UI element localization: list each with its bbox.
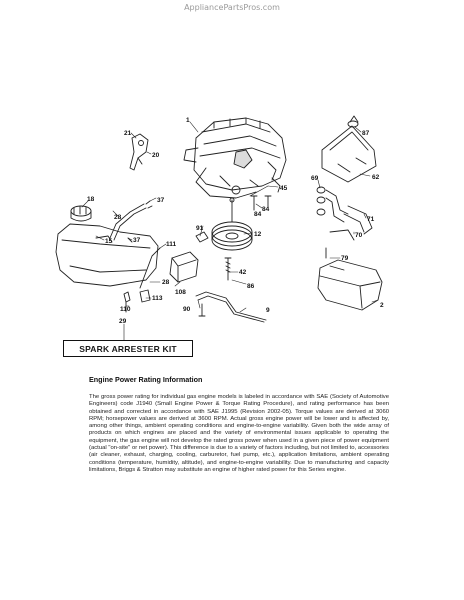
callout-62: 62 <box>372 174 380 181</box>
callout-37-upper: 37 <box>157 197 165 204</box>
callout-71: 71 <box>367 216 375 223</box>
callout-113: 113 <box>152 295 163 302</box>
callout-28-upper: 28 <box>114 214 122 221</box>
callout-28-lower: 28 <box>162 279 170 286</box>
callout-1: 1 <box>186 117 190 124</box>
muffler <box>318 248 382 310</box>
control-bracket <box>130 134 148 170</box>
callout-12: 12 <box>254 231 262 238</box>
fuel-tank <box>56 224 158 286</box>
callouts <box>87 117 384 325</box>
heat-shield <box>322 116 376 182</box>
callout-84-right: 84 <box>262 206 270 213</box>
spark-arrester-kit-label: SPARK ARRESTER KIT <box>63 340 193 357</box>
callout-2: 2 <box>380 302 384 309</box>
support-bracket <box>196 292 266 322</box>
fuel-filter <box>170 252 198 282</box>
fuel-cap <box>71 206 91 221</box>
callout-84-left: 84 <box>254 211 262 218</box>
callout-79: 79 <box>341 255 349 262</box>
callout-90: 90 <box>183 306 191 313</box>
callout-37-lower: 37 <box>133 237 141 244</box>
callout-20: 20 <box>152 152 160 159</box>
callout-70: 70 <box>355 232 363 239</box>
pulley <box>196 198 252 250</box>
callout-18: 18 <box>87 196 95 203</box>
engine-power-rating-title: Engine Power Rating Information <box>89 375 203 384</box>
callout-108: 108 <box>175 289 186 296</box>
callout-42: 42 <box>239 269 247 276</box>
callout-111: 111 <box>166 241 177 248</box>
exhaust-pipes <box>317 187 372 240</box>
callout-15: 15 <box>105 238 113 245</box>
callout-87: 87 <box>362 130 370 137</box>
callout-86: 86 <box>247 283 255 290</box>
callout-21: 21 <box>124 130 132 137</box>
callout-9: 9 <box>266 307 270 314</box>
callout-110: 110 <box>120 306 131 313</box>
callout-29: 29 <box>119 318 127 325</box>
watermark: AppliancePartsPros.com <box>184 3 280 12</box>
callout-45: 45 <box>280 185 288 192</box>
crank-bolt <box>225 258 231 280</box>
callout-69: 69 <box>311 175 319 182</box>
engine-power-rating-text: The gross power rating for individual gas engine models is labeled in accordance with SAE (Society of Automotive Engineers) code J1940 (Small Engine Power & Torque Rating Procedure), and rating performance has been obtained and corrected in accordance with SAE J1995 (Revision 2002-05). Torque values are derived at 3060 RPM; horsepower values are derived at 3600 RPM. Actual gross engine power will be lower and is affected by, among other things, ambient operating conditions and engine-to-engine variability. Given both the wide array of products on which engines are placed and the variety of environmental issues applicable to operating the equipment, the gas engine will not develop the rated gross power when used in a given piece of power equipment (actual "on-site" or net power). This difference is due to a variety of factors including, but not limited to, accessories (air cleaner, exhaust, charging, cooling, carburetor, fuel pump, etc.), application limitations, ambient operating conditions (temperature, humidity, altitude), and engine-to-engine variability. Due to manufacturing and capacity limitations, Briggs & Stratton may substitute an engine of higher rated power for this Series engine. <box>89 394 389 473</box>
callout-91: 91 <box>196 225 204 232</box>
